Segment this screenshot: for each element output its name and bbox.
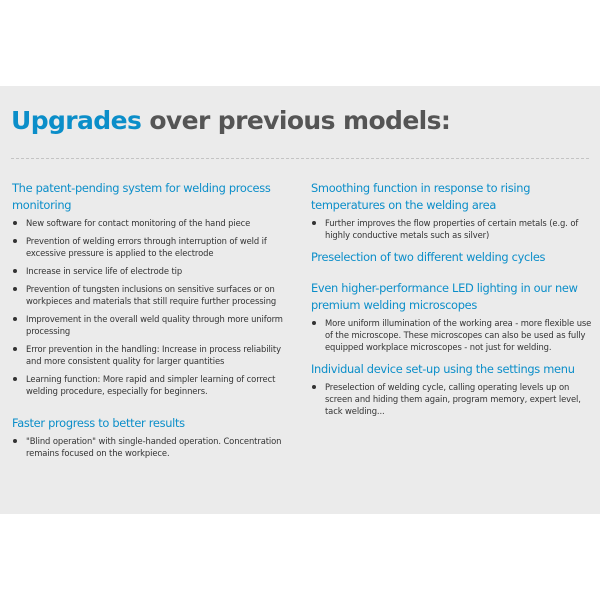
bullet-icon [13,221,17,225]
right-column [311,180,593,425]
list-item: New software for contact monitoring of the hand piece [12,217,294,229]
list-item: Prevention of tungsten inclusions on sensitive surfaces or on workpieces and materials that still require further processing [12,283,294,307]
bullet-list [311,381,593,417]
bullet-icon [13,377,17,381]
bullet-list [311,317,593,353]
section-smoothing-function [311,180,593,241]
list-item: Learning function: More rapid and simpler learning of correct welding procedure, especially for beginners. [12,373,294,397]
bullet-icon [312,221,316,225]
bullet-list [12,217,294,397]
left-column [12,180,294,467]
bullet-icon [312,321,316,325]
section-preselection [311,249,593,266]
section-process-monitoring [12,180,294,397]
section-heading: Smoothing function in response to rising temperatures on the welding area [311,181,531,212]
title-rest: over previous models: [141,106,451,135]
section-heading: Faster progress to better results [12,416,185,430]
bullet-list [311,217,593,241]
section-heading: The patent-pending system for welding process monitoring [12,181,271,212]
bullet-icon [13,287,17,291]
bullet-icon [13,269,17,273]
bullet-icon [13,439,17,443]
section-faster-progress [12,415,294,459]
list-item: Increase in service life of electrode tip [12,265,294,277]
section-heading: Preselection of two different welding cycles [311,250,546,264]
bullet-icon [13,347,17,351]
list-item: Improvement in the overall weld quality through more uniform processing [12,313,294,337]
bullet-icon [312,385,316,389]
bullet-list [12,435,294,459]
title-divider [11,158,589,159]
section-heading: Even higher-performance LED lighting in our new premium welding microscopes [311,281,578,312]
list-item: Preselection of welding cycle, calling operating levels up on screen and hiding them again, program memory, expert level, tack welding... [311,381,593,417]
section-led-lighting [311,280,593,353]
list-item: Further improves the flow properties of certain metals (e.g. of highly conductive metals such as silver) [311,217,593,241]
list-item: "Blind operation" with single-handed operation. Concentration remains focused on the workpiece. [12,435,294,459]
section-heading: Individual device set-up using the settings menu [311,362,575,376]
title-accent: Upgrades [11,106,142,135]
list-item: More uniform illumination of the working area - more flexible use of the microscope. These microscopes can also be used as fully equipped workplace microscopes - not just for welding. [311,317,593,353]
bullet-icon [13,239,17,243]
bullet-icon [13,317,17,321]
list-item: Prevention of welding errors through interruption of weld if excessive pressure is applied to the electrode [12,235,294,259]
page-title [11,106,450,135]
section-device-setup [311,361,593,417]
list-item: Error prevention in the handling: Increase in process reliability and more consistent quality for larger quantities [12,343,294,367]
